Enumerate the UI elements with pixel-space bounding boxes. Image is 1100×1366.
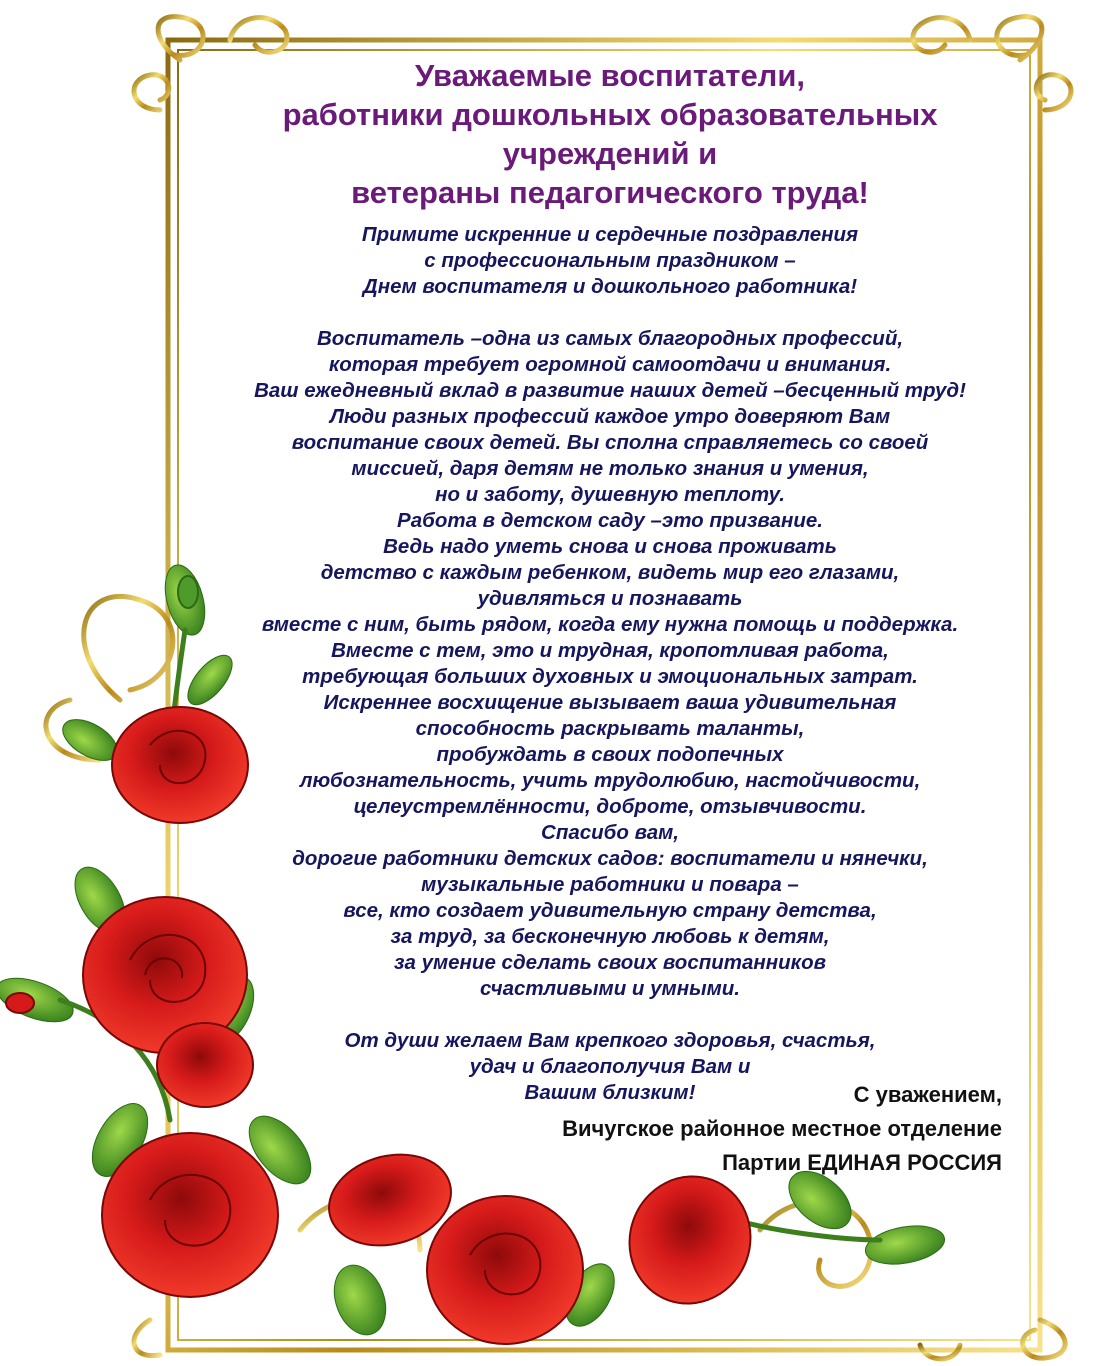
- headline-line: ветераны педагогического труда!: [351, 175, 869, 210]
- paragraph-spacer: [150, 300, 1070, 326]
- body-line: детство с каждым ребенком, видеть мир его глазами,: [320, 561, 900, 584]
- body-line: любознательность, учить трудолюбию, настойчивости,: [299, 769, 921, 792]
- body-line: Ведь надо уметь снова и снова проживать: [383, 535, 837, 558]
- signature-line: Партии ЕДИНАЯ РОССИЯ: [722, 1150, 1002, 1175]
- body-line: воспитание своих детей. Вы сполна справляетесь со своей: [291, 431, 929, 454]
- body-line: вместе с ним, быть рядом, когда ему нужна помощь и поддержка.: [261, 613, 959, 636]
- body-line: Искреннее восхищение вызывает ваша удивительная: [323, 691, 897, 714]
- body-line: целеустремлённости, доброте, отзывчивости.: [353, 795, 867, 818]
- body-line: счастливыми и умными.: [480, 977, 740, 1000]
- body-line: Воспитатель –одна из самых благородных профессий,: [316, 327, 904, 350]
- greeting-line: Днем воспитателя и дошкольного работника!: [362, 275, 858, 298]
- body-line: все, кто создает удивительную страну детства,: [343, 899, 877, 922]
- body-line: Спасибо вам,: [541, 821, 679, 844]
- body-line: которая требует огромной самоотдачи и внимания.: [328, 353, 892, 376]
- congratulation-text: [150, 222, 1070, 1106]
- body-line: Работа в детском саду –это призвание.: [397, 509, 823, 532]
- body-line: за умение сделать своих воспитанников: [394, 951, 826, 974]
- body-line: музыкальные работники и повара –: [421, 873, 799, 896]
- body-line: Люди разных профессий каждое утро доверяют Вам: [329, 405, 891, 428]
- wish-line: удач и благополучия Вам и: [469, 1055, 751, 1078]
- body-line: пробуждать в своих подопечных: [436, 743, 784, 766]
- signature: [562, 1078, 1002, 1180]
- body-line: дорогие работники детских садов: воспитатели и нянечки,: [292, 847, 928, 870]
- body-line: Вместе с тем, это и трудная, кропотливая работа,: [331, 639, 889, 662]
- greeting-line: с профессиональным праздником –: [424, 249, 796, 272]
- body-line: Ваш ежедневный вклад в развитие наших детей –бесценный труд!: [254, 379, 966, 402]
- signature-line: С уважением,: [853, 1082, 1002, 1107]
- paragraph-spacer: [150, 1002, 1070, 1028]
- headline-line: Уважаемые воспитатели,: [414, 58, 806, 93]
- body-line: миссией, даря детям не только знания и умения,: [351, 457, 869, 480]
- body-line: но и заботу, душевную теплоту.: [435, 483, 785, 506]
- headline: [200, 56, 1020, 212]
- body-line: за труд, за бесконечную любовь к детям,: [390, 925, 830, 948]
- headline-line: работники дошкольных образовательных: [282, 97, 938, 132]
- wish-line: Вашим близким!: [524, 1081, 696, 1104]
- greeting-line: Примите искренние и сердечные поздравления: [361, 223, 859, 246]
- headline-line: учреждений и: [502, 136, 718, 171]
- signature-line: Вичугское районное местное отделение: [562, 1116, 1002, 1141]
- body-line: удивляться и познавать: [477, 587, 743, 610]
- body-line: способность раскрывать таланты,: [415, 717, 805, 740]
- wish-line: От души желаем Вам крепкого здоровья, счастья,: [344, 1029, 876, 1052]
- body-line: требующая больших духовных и эмоциональных затрат.: [302, 665, 918, 688]
